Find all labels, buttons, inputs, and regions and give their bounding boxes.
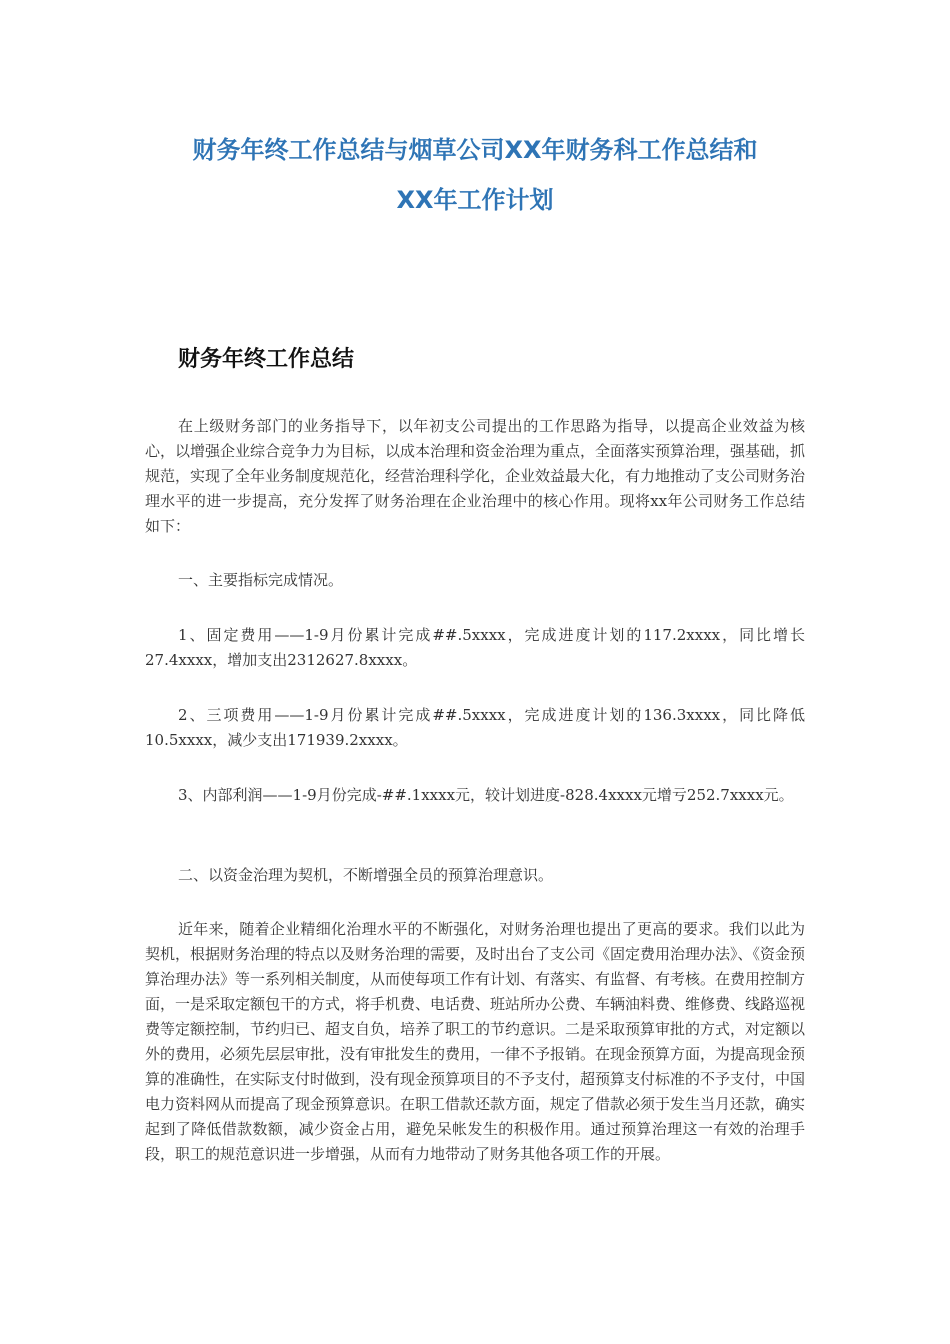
document-title-line-1: 财务年终工作总结与烟草公司XX年财务科工作总结和 xyxy=(192,136,758,164)
document-title-line-2: XX年工作计划 xyxy=(396,186,554,214)
fund-management-paragraph: 近年来，随着企业精细化治理水平的不断强化，对财务治理也提出了更高的要求。我们以此为契机，根据财务治理的特点以及财务治理的需要，及时出台了支公司《固定费用治理办法》、《资金预算治理办法》等一系列相关制度，从而使每项工作有计划、有落实、有监督、有考核。在费用控制方面，一是采取定额包干的方式，将手机费、电话费、班站所办公费、车辆油料费、维修费、线路巡视费等定额控制，节约归已、超支自负，培养了职工的节约意识。二是采取预算审批的方式，对定额以外的费用，必须先层层审批，没有审批发生的费用，一律不予报销。在现金预算方面，为提高现金预算的准确性，在实际支付时做到，没有现金预算项目的不予支付，超预算支付标准的不予支付，中国电力资料网从而提高了现金预算意识。在职工借款还款方面，规定了借款必须于发生当月还款，确实起到了降低借款数额，减少资金占用，避免呆帐发生的积极作用。通过预算治理这一有效的治理手段，职工的规范意识进一步增强，从而有力地带动了财务其他各项工作的开展。 xyxy=(145,920,806,1163)
item-three-costs: 2、三项费用——1-9月份累计完成##.5xxxx，完成进度计划的136.3xxxx，同比降低10.5xxxx，减少支出171939.2xxxx。 xyxy=(145,706,805,749)
section-heading: 财务年终工作总结 xyxy=(178,347,355,372)
heading-fund-management: 二、以资金治理为契机，不断增强全员的预算治理意识。 xyxy=(178,866,554,884)
heading-main-indicators: 一、主要指标完成情况。 xyxy=(178,571,344,589)
item-internal-profit: 3、内部利润——1-9月份完成-##.1xxxx元，较计划进度-828.4xxxx元增亏252.7xxxx元。 xyxy=(178,786,794,804)
intro-paragraph: 在上级财务部门的业务指导下，以年初支公司提出的工作思路为指导，以提高企业效益为核心，以增强企业综合竞争力为目标，以成本治理和资金治理为重点，全面落实预算治理，强基础，抓规范，实现了全年业务制度规范化，经营治理科学化，企业效益最大化，有力地推动了支公司财务治理水平的进一步提高，充分发挥了财务治理在企业治理中的核心作用。现将xx年公司财务工作总结如下： xyxy=(145,417,806,535)
item-fixed-costs: 1、固定费用——1-9月份累计完成##.5xxxx，完成进度计划的117.2xxxx，同比增长27.4xxxx，增加支出2312627.8xxxx。 xyxy=(145,626,805,669)
